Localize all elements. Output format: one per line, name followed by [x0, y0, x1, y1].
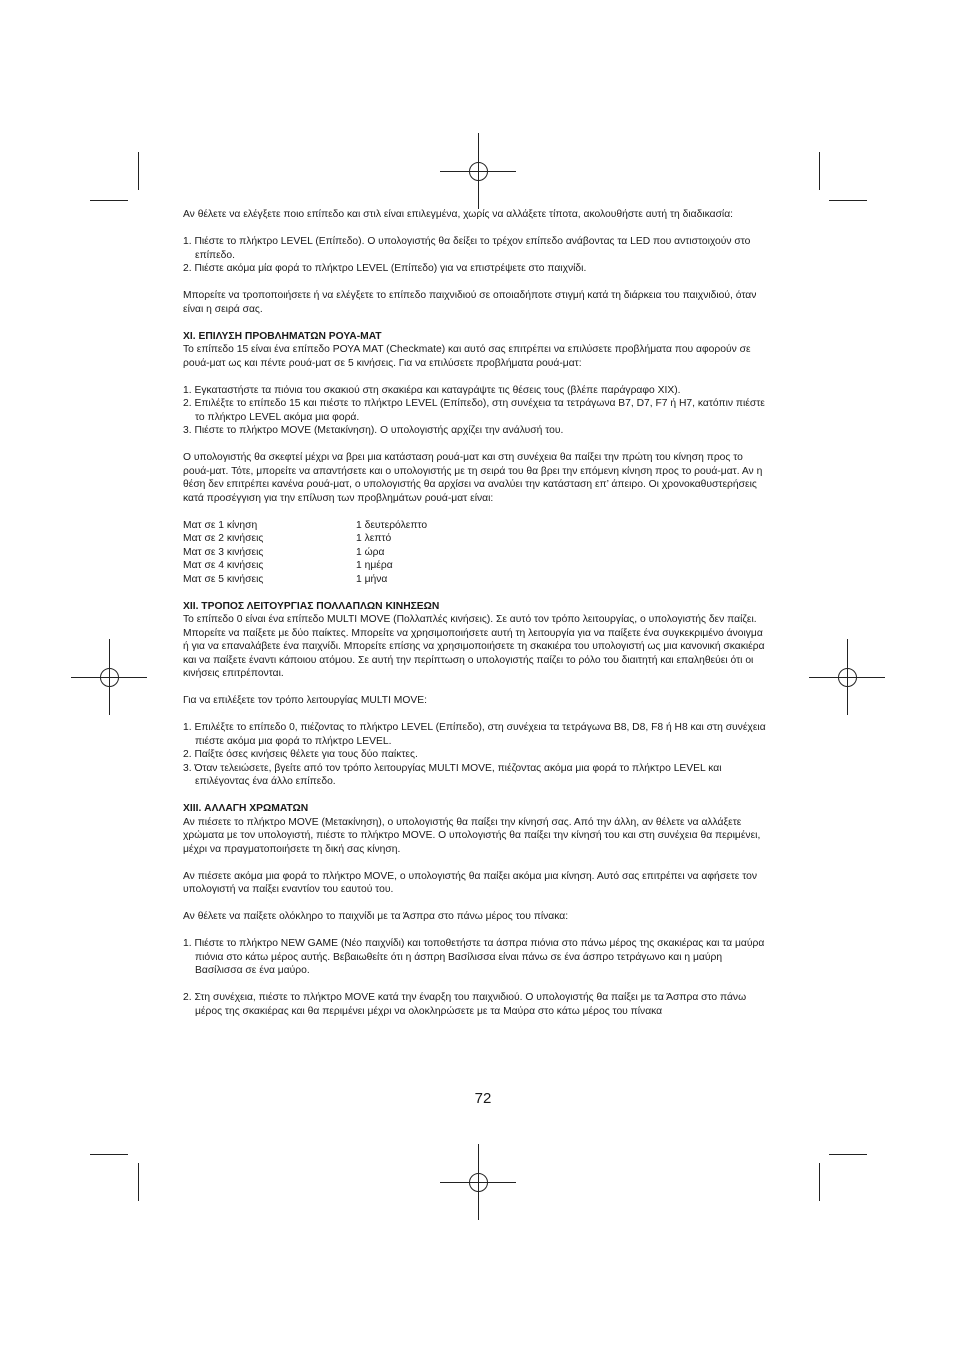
mate-label: Ματ σε 3 κινήσεις: [183, 546, 264, 558]
section-xii-paragraph: Το επίπεδο 0 είναι ένα επίπεδο MULTI MOVE (Πολλαπλές κινήσεις). Σε αυτό τον τρόπο λειτουργίας, ο υπολογιστής δεν παίζει. Μπορείτε να παίξετε με δύο παίκτες. Μπορείτε να χρησιμοποιήσετε αυτή τη λειτουργία για να παίξετε ένα συγκεκριμένο άνοιγμα ή για να επαναλάβετε ένα παιχνίδι. Μπορείτε επίσης να χρησιμοποιήσετε τη σκακιέρα του υπολογιστή ως μια κανονική σκακιέρα και να παίξετε έναντι κάποιου ατόμου. Σε αυτή την περίπτωση ο υπολογιστής παίζει το ρόλο του διαιτητή και επαληθεύει ότι οι κινήσεις επιτρέπονται.: [183, 614, 765, 679]
mate-time: 1 λεπτό: [356, 533, 392, 544]
section-xiii-step-2: [183, 991, 768, 1018]
crop-mark-top-right-vertical: [819, 152, 820, 190]
mate-label: Ματ σε 2 κινήσεις: [183, 533, 264, 544]
list-item: 1. Πιέστε το πλήκτρο LEVEL (Επίπεδο). Ο υπολογιστής θα δείξει το τρέχον επίπεδο ανάβοντας τα LED που αντιστοιχούν στο επίπεδο.: [183, 236, 751, 261]
section-xiii-step-1: [183, 937, 768, 978]
mate-times-table: [183, 519, 427, 587]
crop-mark-top-left-horizontal: [90, 200, 128, 201]
crop-mark-bottom-right-vertical: [819, 1163, 820, 1201]
list-item: 3. Όταν τελειώσετε, βγείτε από τον τρόπο λειτουργίας MULTI MOVE, πιέζοντας ακόμα μια φορά το πλήκτρο LEVEL και επιλέγοντας ένα άλλο επίπεδο.: [183, 762, 722, 787]
section-xi-steps: [183, 384, 768, 438]
section-heading-xi: XI. ΕΠΙΛΥΣΗ ΠΡΟΒΛΗΜΑΤΩΝ ΡΟΥΑ-ΜΑΤ: [183, 330, 382, 342]
section-xii-paragraph-2: Για να επιλέξετε τον τρόπο λειτουργίας MULTI MOVE:: [183, 695, 427, 706]
list-item: 2. Πιέστε ακόμα μία φορά το πλήκτρο LEVEL (Επίπεδο) για να επιστρέψετε στο παιχνίδι.: [183, 263, 587, 274]
intro-paragraph: Αν θέλετε να ελέγξετε ποιο επίπεδο και στιλ είναι επιλεγμένα, χωρίς να αλλάξετε τίποτα, ακολουθήστε αυτή τη διαδικασία:: [183, 209, 734, 220]
table-row: [183, 519, 427, 533]
table-row: [183, 532, 427, 546]
table-row: [183, 559, 427, 573]
list-item: 2. Παίξτε όσες κινήσεις θέλετε για τους δύο παίκτες.: [183, 749, 418, 760]
list-item: 1. Πιέστε το πλήκτρο NEW GAME (Νέο παιχνίδι) και τοποθετήστε τα άσπρα πιόνια στο πάνω μέρος της σκακιέρας και τα μαύρα πιόνια στο κάτω μέρος αυτής. Βεβαιωθείτε ότι η άσπρη Βασίλισσα είναι πάνω σε ένα άσπρο τετράγωνο και η μαύρη Βασίλισσα σε ένα μαύρο.: [183, 938, 765, 976]
mate-label: Ματ σε 5 κινήσεις: [183, 573, 264, 585]
crop-mark-bottom-right-horizontal: [829, 1154, 867, 1155]
page-number: 72: [474, 1090, 492, 1107]
intro-steps: [183, 235, 768, 276]
mate-time: 1 μήνα: [356, 573, 388, 585]
section-xi-paragraph-2: Ο υπολογιστής θα σκεφτεί μέχρι να βρει μια κατάσταση ρουά-ματ και στη συνέχεια θα παίξει την πρώτη του κίνηση προς το ρουά-ματ. Τότε, μπορείτε να απαντήσετε και ο υπολογιστής με τη σειρά του θα βρει την επόμενη κίνηση προς το ρουά-ματ. Αν η θέση δεν επιτρέπει κανένα ρουά-ματ, ο υπολογιστής θα αρχίσει να αναλύει την κατάσταση επ’ άπειρο. Οι χρονοκαθυστερήσεις κατά προσέγγιση για την επίλυση των προβλημάτων ρουά-ματ είναι:: [183, 452, 763, 504]
list-item: 2. Στη συνέχεια, πιέστε το πλήκτρο MOVE κατά την έναρξη του παιχνιδιού. Ο υπολογιστής θα παίξει με τα Άσπρα στο πάνω μέρος της σκακιέρας και θα περιμένει μέχρι να ολοκληρώσετε με τα Μαύρα στο κάτω μέρος του πίνακα: [183, 992, 747, 1017]
intro-paragraph-2: Μπορείτε να τροποποιήσετε ή να ελέγξετε το επίπεδο παιχνιδιού σε οποιαδήποτε στιγμή κατά τη διάρκεια του παιχνιδιού, όταν είναι η σειρά σας.: [183, 290, 757, 315]
list-item: 3. Πιέστε το πλήκτρο MOVE (Μετακίνηση). Ο υπολογιστής αρχίζει την ανάλυσή του.: [183, 425, 564, 436]
document-body: [183, 208, 768, 1018]
table-row: [183, 546, 427, 560]
list-item: 1. Εγκαταστήστε τα πιόνια του σκακιού στη σκακιέρα και καταγράψτε τις θέσεις τους (βλέπε παράγραφο XIX).: [183, 384, 681, 396]
list-item: 2. Επιλέξτε το επίπεδο 15 και πιέστε το πλήκτρο LEVEL (Επίπεδο), στη συνέχεια τα τετράγωνα B7, D7, F7 ή H7, κατόπιν πιέστε το πλήκτρο LEVEL ακόμα μια φορά.: [183, 398, 765, 423]
crop-mark-top-right-horizontal: [829, 200, 867, 201]
mate-time: 1 ώρα: [356, 546, 385, 558]
crop-mark-top-left-vertical: [138, 152, 139, 190]
section-xi-paragraph: Το επίπεδο 15 είναι ένα επίπεδο ΡΟΥΑ ΜΑΤ (Checkmate) και αυτό σας επιτρέπει να επιλύσετε προβλήματα που αφορούν σε ρουά-ματ ως και πέντε ρουά-ματ σε 5 κινήσεις. Για να επιλύσετε προβλήματα ρουά-ματ:: [183, 344, 751, 369]
list-item: 1. Επιλέξτε το επίπεδο 0, πιέζοντας το πλήκτρο LEVEL (Επίπεδο), στη συνέχεια τα τετράγωνα B8, D8, F8 ή H8 και στη συνέχεια πιέστε ακόμα μια φορά το πλήκτρο LEVEL.: [183, 722, 766, 747]
section-heading-xiii: XIII. ΑΛΛΑΓΗ ΧΡΩΜΑΤΩΝ: [183, 803, 309, 814]
crop-mark-bottom-left-horizontal: [90, 1154, 128, 1155]
section-xiii-paragraph-3: Αν θέλετε να παίξετε ολόκληρο το παιχνίδι με τα Άσπρα στο πάνω μέρος του πίνακα:: [183, 911, 569, 922]
mate-time: 1 δευτερόλεπτο: [356, 519, 428, 531]
mate-time: 1 ημέρα: [356, 560, 393, 571]
mate-label: Ματ σε 1 κίνηση: [183, 519, 258, 531]
section-xiii-paragraph-2: Αν πιέσετε ακόμα μια φορά το πλήκτρο MOVE, ο υπολογιστής θα παίξει ακόμα μια κίνηση. Αυτό σας επιτρέπει να αφήσετε τον υπολογιστή να παίξει εναντίον του εαυτού του.: [183, 870, 758, 895]
section-xiii-paragraph: Αν πιέσετε το πλήκτρο MOVE (Μετακίνηση), ο υπολογιστής θα παίξει την κίνησή σας. Από την άλλη, αν θέλετε να αλλάξετε χρώματα με τον υπολογιστή, πιέστε το πλήκτρο MOVE. Ο υπολογιστής θα παίξει την κίνησή του και στη συνέχεια θα περιμένει, μέχρι να πραγματοποιήσετε τη δική σας κίνηση.: [183, 816, 761, 855]
mate-label: Ματ σε 4 κινήσεις: [183, 560, 264, 571]
section-heading-xii: XII. ΤΡΟΠΟΣ ΛΕΙΤΟΥΡΓΙΑΣ ΠΟΛΛΑΠΛΩΝ ΚΙΝΗΣΕΩΝ: [183, 600, 440, 612]
section-xii-steps: [183, 721, 768, 789]
crop-mark-bottom-left-vertical: [138, 1163, 139, 1201]
table-row: [183, 573, 427, 587]
